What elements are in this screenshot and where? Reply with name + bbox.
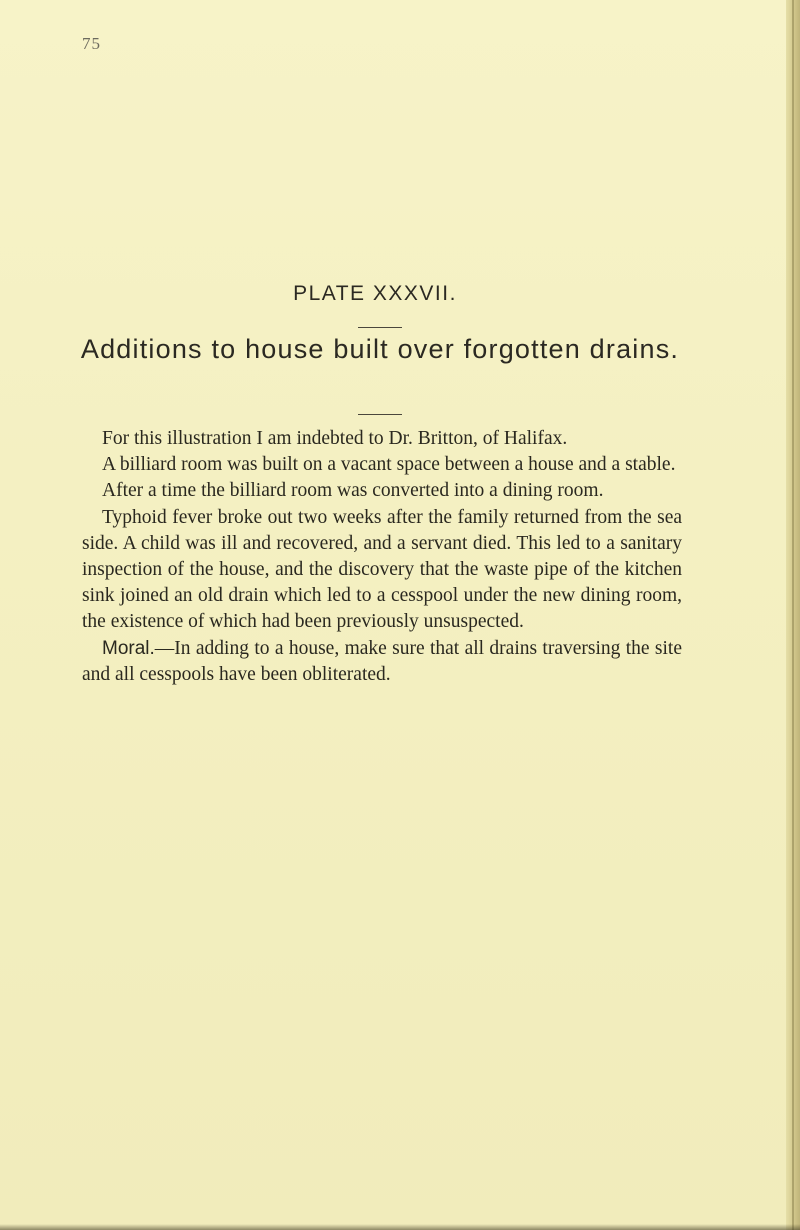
- moral-text: —In adding to a house, make sure that all drains traversing the site and all cesspools have been obliterated.: [82, 637, 682, 685]
- page-title: Additions to house built over forgotten drains.: [80, 334, 680, 364]
- title-divider: [358, 414, 402, 415]
- page-edge: [786, 0, 800, 1230]
- paragraph-acknowledgement: For this illustration I am indebted to Dr. Britton, of Halifax.: [102, 428, 568, 449]
- bottom-shadow: [0, 1224, 800, 1230]
- paragraph-moral: [82, 636, 682, 688]
- paragraph-typhoid: Typhoid fever broke out two weeks after the family returned from the sea side. A child was ill and recovered, and a servant died. This led to a sanitary inspection of the house, and the discovery that the waste pipe of the kitchen sink joined an old drain which led to a cesspool under the new dining room, the existence of which had been previously unsuspected.: [82, 506, 682, 633]
- page-number: 75: [82, 34, 101, 53]
- heading-divider: [358, 327, 402, 328]
- paragraph-billiard-room: A billiard room was built on a vacant space between a house and a stable.: [102, 454, 676, 476]
- plate-heading: PLATE XXXVII.: [293, 282, 457, 305]
- paragraph-dining-room: After a time the billiard room was converted into a dining room.: [102, 480, 604, 502]
- moral-label: Moral.: [102, 637, 155, 659]
- body-text: [82, 426, 682, 688]
